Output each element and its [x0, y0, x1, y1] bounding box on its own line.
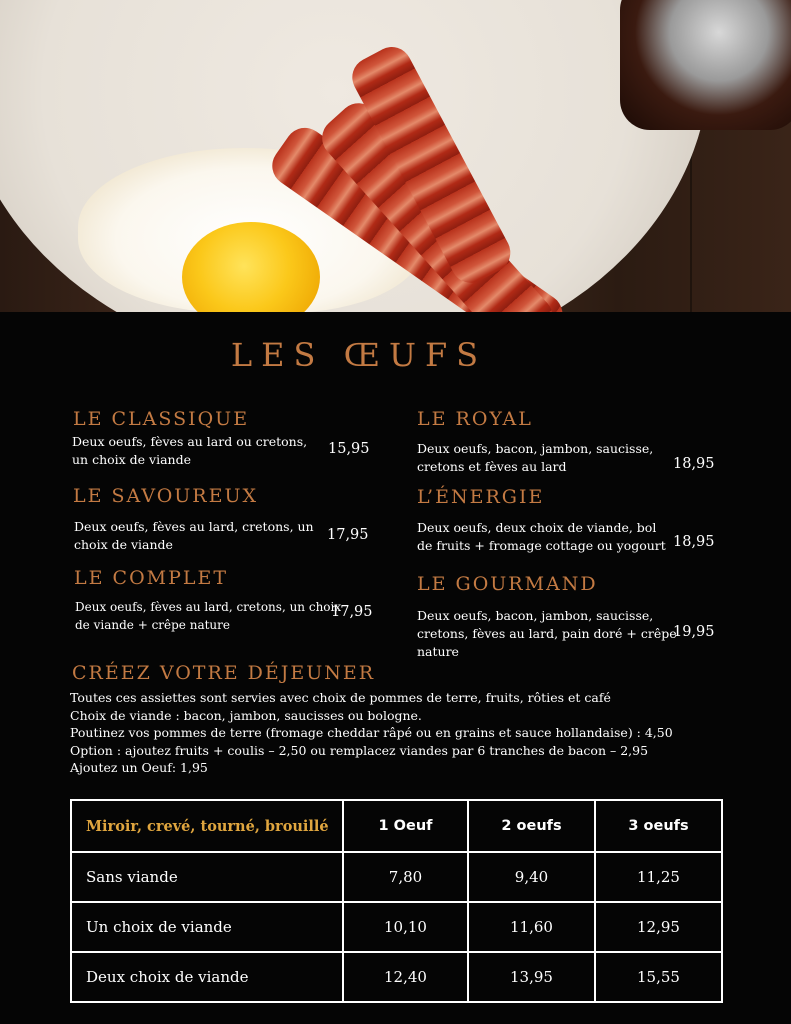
table-cell: Deux choix de viande [71, 952, 343, 1002]
table-cell: 11,60 [468, 902, 595, 952]
table-cell: 12,95 [595, 902, 722, 952]
item-desc-energie: Deux oeufs, deux choix de viande, bol de fruits + fromage cottage ou yogourt [417, 520, 666, 553]
table-header-cell: 1 Oeuf [343, 800, 468, 852]
item-price-gourmand: 19,95 [673, 624, 715, 640]
item-name-classique: LE CLASSIQUE [73, 408, 250, 430]
item-name-gourmand: LE GOURMAND [417, 573, 598, 595]
table-header-cell: 3 oeufs [595, 800, 722, 852]
table-cell: 13,95 [468, 952, 595, 1002]
table-row [71, 952, 722, 1002]
item-price-energie: 18,95 [673, 534, 715, 550]
item-name-complet: LE COMPLET [74, 567, 229, 589]
table-cell: 9,40 [468, 852, 595, 902]
table-cell: 15,55 [595, 952, 722, 1002]
table-row [71, 902, 722, 952]
table-cell: 12,40 [343, 952, 468, 1002]
item-price-royal: 18,95 [673, 456, 715, 472]
table-header-cell: Miroir, crevé, tourné, brouillé [71, 800, 343, 852]
item-desc-savoureux: Deux oeufs, fèves au lard, cretons, un choix de viande [74, 519, 314, 552]
table-header-cell: 2 oeufs [468, 800, 595, 852]
note-line: Ajoutez un Oeuf: 1,95 [70, 760, 208, 775]
table-cell: Un choix de viande [71, 902, 343, 952]
table-cell: 10,10 [343, 902, 468, 952]
table-header-row [71, 800, 722, 852]
note-line: Toutes ces assiettes sont servies avec choix de pommes de terre, fruits, rôties et café [70, 690, 611, 705]
table-cell: 11,25 [595, 852, 722, 902]
item-name-savoureux: LE SAVOUREUX [73, 485, 259, 507]
item-name-energie: L’ÉNERGIE [417, 486, 545, 508]
page-title: LES ŒUFS [230, 336, 488, 374]
header-photo [0, 0, 791, 312]
table-cell: Sans viande [71, 852, 343, 902]
note-line: Choix de viande : bacon, jambon, saucisses ou bologne. [70, 707, 422, 723]
item-price-savoureux: 17,95 [327, 527, 369, 543]
item-desc-gourmand: Deux oeufs, bacon, jambon, saucisse, cretons, fèves au lard, pain doré + crêpe nature [417, 608, 677, 659]
note-line: Option : ajoutez fruits + coulis – 2,50 ou remplacez viandes par 6 tranches de bacon – 2,95 [70, 742, 649, 758]
section-title-creez: CRÉEZ VOTRE DÉJEUNER [72, 662, 376, 684]
item-desc-complet: Deux oeufs, fèves au lard, cretons, un choix de viande + crêpe nature [75, 600, 342, 632]
item-desc-classique: Deux oeufs, fèves au lard ou cretons, un choix de viande [72, 434, 308, 467]
egg-price-table [70, 799, 723, 1003]
table-row [71, 852, 722, 902]
note-line: Poutinez vos pommes de terre (fromage cheddar râpé ou en grains et sauce hollandaise) : 4,50 [70, 725, 673, 740]
notes-block [70, 689, 673, 777]
item-price-classique: 15,95 [328, 441, 370, 457]
shaker-image [620, 0, 791, 130]
item-desc-royal: Deux oeufs, bacon, jambon, saucisse, cretons et fèves au lard [417, 441, 654, 474]
table-cell: 7,80 [343, 852, 468, 902]
item-price-complet: 17,95 [331, 604, 373, 620]
item-name-royal: LE ROYAL [417, 408, 533, 430]
